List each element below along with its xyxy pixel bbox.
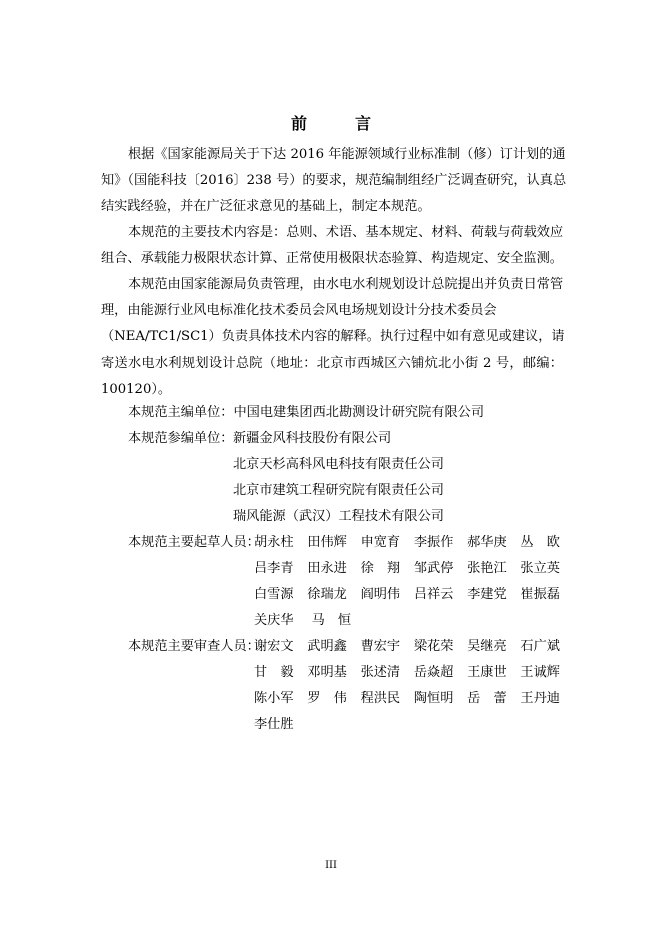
paragraph-line: 100120）。	[101, 381, 172, 397]
drafter-name: 徐 翔	[360, 561, 401, 576]
participating-unit-item: 北京天杉高科风电科技有限责任公司	[233, 457, 444, 472]
drafters-row	[254, 582, 560, 608]
paragraph-management	[101, 272, 563, 403]
reviewer-name: 张述清	[360, 665, 401, 680]
participating-unit-item: 北京市建筑工程研究院有限责任公司	[233, 483, 444, 498]
drafter-name: 郝华庚	[467, 535, 507, 550]
reviewer-name: 王康世	[467, 665, 507, 680]
drafter-name: 崔振磊	[520, 587, 560, 602]
drafter-name: 田伟辉	[307, 535, 347, 550]
drafters-row	[254, 608, 560, 634]
reviewers-row	[254, 634, 560, 660]
drafter-name: 徐瑞龙	[307, 587, 347, 602]
drafters-row	[254, 530, 560, 556]
drafter-name: 胡永柱	[254, 535, 294, 550]
drafter-name: 田永进	[307, 561, 347, 576]
reviewer-name: 谢宏文	[254, 639, 294, 654]
reviewer-name: 曹宏宇	[360, 639, 401, 654]
chief-unit-row	[128, 400, 484, 426]
drafter-name: 张艳江	[467, 561, 507, 576]
reviewers-row	[254, 660, 560, 686]
paragraph-line: 理，由能源行业风电标准化技术委员会风电场规划设计分技术委员会	[101, 303, 497, 319]
drafter-name: 李振作	[413, 535, 454, 550]
paragraph-line: 根据《国家能源局关于下达 2016 年能源领域行业标准制（修）订计划的通	[128, 147, 566, 162]
reviewer-name: 程洪民	[360, 691, 401, 706]
drafter-name: 白雪源	[254, 587, 294, 602]
drafter-name: 阎明伟	[360, 587, 401, 602]
drafter-name: 吕李青	[254, 561, 294, 576]
paragraph-line: 知》（国能科技〔2016〕238 号）的要求，规范编制组经广泛调查研究，认真总	[101, 173, 567, 189]
reviewer-name: 王丹迪	[520, 691, 560, 706]
participating-unit-item: 新疆金风科技股份有限公司	[233, 431, 392, 446]
reviewer-name: 石广斌	[520, 639, 560, 654]
chief-unit-value: 中国电建集团西北勘测设计研究院有限公司	[233, 405, 485, 420]
paragraph-line: （NEA/TC1/SC1）负责具体技术内容的解释。执行过程中如有意见或建议，请	[101, 329, 565, 345]
reviewer-name: 陶恒明	[413, 691, 454, 706]
reviewer-name: 武明鑫	[307, 639, 347, 654]
drafters-row	[254, 556, 560, 582]
reviewer-name: 李仕胜	[254, 717, 294, 732]
paragraph-line: 组合、承载能力极限状态计算、正常使用极限状态验算、构造规定、安全监测。	[101, 251, 563, 267]
drafter-name: 李建党	[467, 587, 507, 602]
drafters-label: 本规范主要起草人员：	[128, 535, 260, 550]
drafter-name: 邹武停	[413, 561, 454, 576]
reviewers-row	[254, 712, 560, 738]
drafters-list	[254, 530, 560, 634]
paragraph-line: 结实践经验，并在广泛征求意见的基础上，制定本规范。	[101, 199, 431, 215]
drafter-name: 关庆华	[254, 613, 294, 628]
paragraph-line: 本规范的主要技术内容是：总则、术语、基本规定、材料、荷载与荷载效应	[128, 225, 564, 240]
paragraph-basis	[101, 142, 567, 221]
drafter-name: 张立英	[520, 561, 560, 576]
reviewer-name: 吴继亮	[467, 639, 507, 654]
paragraph-contents	[101, 220, 563, 272]
page-title: 前 言	[290, 114, 387, 133]
page-number: III	[325, 860, 337, 871]
participating-unit-label: 本规范参编单位：	[128, 431, 234, 446]
reviewers-row	[254, 686, 560, 712]
reviewers-list	[254, 634, 560, 738]
reviewer-name: 邓明基	[307, 665, 347, 680]
drafter-name: 马 恒	[311, 613, 352, 628]
reviewer-name: 甘 毅	[254, 665, 294, 680]
drafter-name: 申宽育	[360, 535, 401, 550]
reviewers-label: 本规范主要审查人员：	[128, 639, 260, 654]
reviewer-name: 陈小军	[254, 691, 294, 706]
reviewer-name: 王诚辉	[520, 665, 560, 680]
drafter-name: 吕祥云	[413, 587, 454, 602]
reviewer-name: 岳焱超	[413, 665, 454, 680]
paragraph-line: 寄送水电水利规划设计总院（地址：北京市西城区六铺炕北小街 2 号，邮编：	[101, 355, 563, 371]
reviewer-name: 岳 蕾	[467, 691, 507, 706]
drafter-name: 丛 欧	[520, 535, 560, 550]
paragraph-line: 本规范由国家能源局负责管理，由水电水利规划设计总院提出并负责日常管	[128, 277, 564, 292]
reviewer-name: 梁花荣	[413, 639, 454, 654]
chief-unit-label: 本规范主编单位：	[128, 405, 234, 420]
participating-unit-item: 瑞风能源（武汉）工程技术有限公司	[233, 509, 444, 524]
reviewer-name: 罗 伟	[307, 691, 347, 706]
